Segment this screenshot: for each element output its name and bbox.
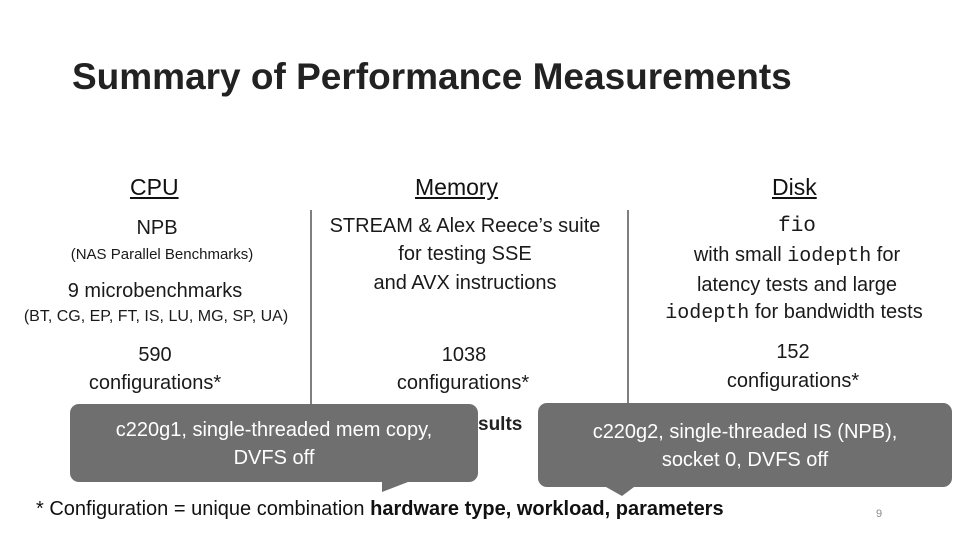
disk-header: Disk <box>772 174 817 200</box>
memory-line2: for testing SSE <box>398 243 532 265</box>
callout-left-line1: c220g1, single-threaded mem copy, <box>115 419 433 441</box>
cpu-benchmark-full: (NAS Parallel Benchmarks) <box>70 246 254 263</box>
callout-left-line2: DVFS off <box>233 447 315 469</box>
disk-line3-post: for bandwidth tests <box>749 301 923 323</box>
divider-right <box>627 210 629 404</box>
footnote <box>36 498 724 521</box>
disk-line1-pre: with small <box>693 244 788 266</box>
callout-right <box>538 403 952 487</box>
divider-left <box>310 210 312 404</box>
slide-title: Summary of Performance Measurements <box>72 56 792 97</box>
cpu-config-count: 590 <box>138 344 172 366</box>
memory-line3: and AVX instructions <box>373 272 557 294</box>
disk-line3-code: iodepth <box>665 302 750 325</box>
callout-left-tail <box>382 482 408 492</box>
disk-line3 <box>634 301 954 325</box>
disk-tool: fio <box>778 215 816 238</box>
cpu-benchmark: NPB <box>136 217 178 239</box>
memory-config-count: 1038 <box>441 344 487 366</box>
callout-right-line2: socket 0, DVFS off <box>661 449 829 471</box>
disk-line1-post: for <box>871 244 901 266</box>
footnote-bold: hardware type, workload, parameters <box>370 498 724 520</box>
cpu-config-label: configurations* <box>88 372 222 394</box>
footnote-prefix: * Configuration = unique combination <box>36 498 371 520</box>
cpu-header: CPU <box>130 174 179 200</box>
cpu-micro-list: (BT, CG, EP, FT, IS, LU, MG, SP, UA) <box>23 308 289 325</box>
callout-left <box>70 404 478 482</box>
hidden-results-fragment: sults <box>478 414 523 435</box>
memory-line1: STREAM & Alex Reece’s suite <box>329 215 601 237</box>
callout-right-tail <box>606 487 634 496</box>
memory-header: Memory <box>415 174 499 200</box>
memory-config-label: configurations* <box>396 372 530 394</box>
disk-config-count: 152 <box>776 341 810 363</box>
disk-config-label: configurations* <box>726 370 860 392</box>
disk-line1-code: iodepth <box>787 245 872 268</box>
disk-line2: latency tests and large <box>696 274 898 296</box>
disk-line1 <box>640 244 954 268</box>
callout-right-line1: c220g2, single-threaded IS (NPB), <box>592 421 898 443</box>
page-number: 9 <box>876 508 883 520</box>
cpu-microbenchmarks: 9 microbenchmarks <box>67 280 243 302</box>
